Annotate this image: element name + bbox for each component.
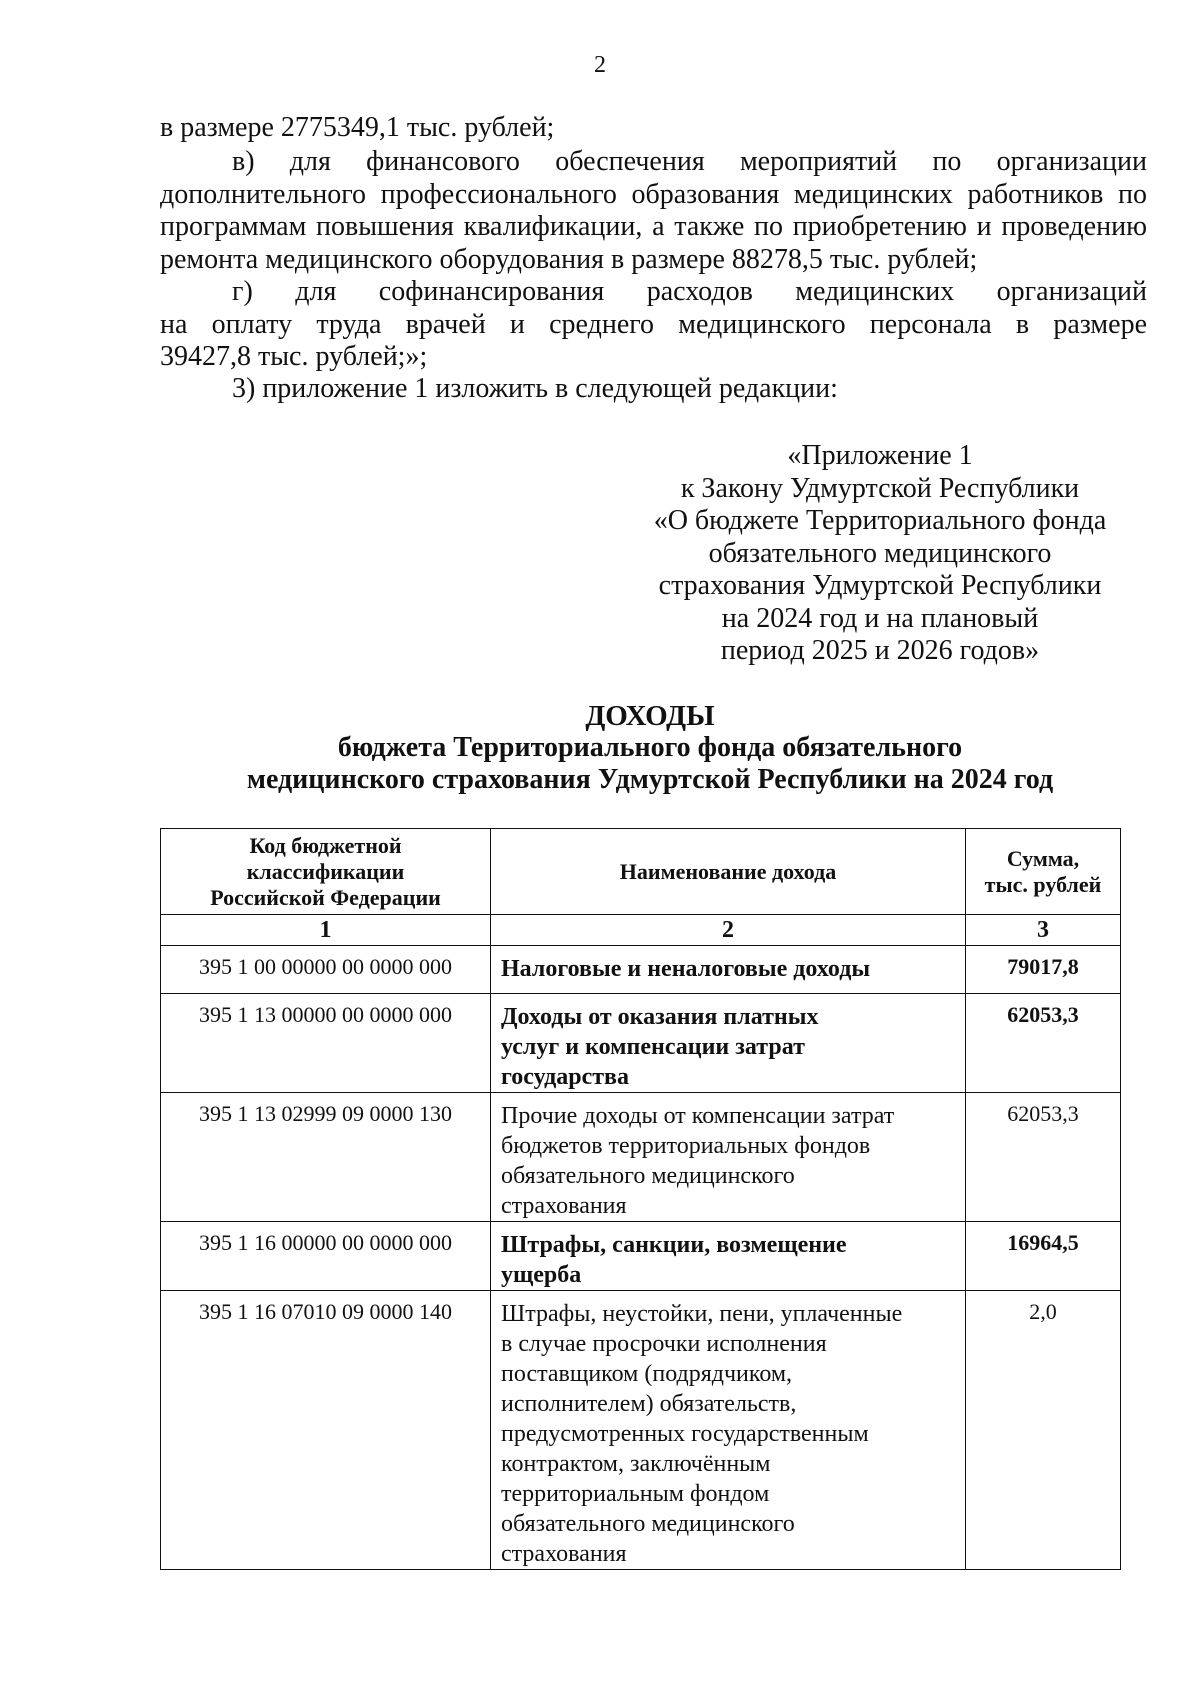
row-sum: 62053,3: [966, 1093, 1121, 1222]
document-title: ДОХОДЫ: [585, 700, 715, 732]
row-name: [491, 994, 966, 1093]
row-sum: 79017,8: [966, 946, 1121, 994]
table-row: [161, 1093, 1121, 1222]
name-line: обязательного медицинского: [501, 1511, 795, 1537]
paragraph-amount: [160, 112, 1147, 145]
income-table: [160, 828, 1121, 1570]
column-number-row: [161, 915, 1121, 946]
appendix-line: к Закону Удмуртской Республики: [680, 472, 1080, 504]
header-line: Наименование дохода: [619, 858, 837, 884]
name-line: предусмотренных государственным: [501, 1421, 869, 1447]
header-line: Код бюджетной: [249, 832, 402, 858]
row-sum: 2,0: [966, 1291, 1121, 1570]
paragraph-3: [160, 373, 1147, 406]
name-line: ущерба: [501, 1262, 582, 1288]
document-subtitle: [0, 732, 1200, 796]
appendix-line: «О бюджете Территориального фонда: [653, 505, 1107, 536]
row-code: 395 1 13 00000 00 0000 000: [161, 994, 491, 1093]
row-name: [491, 946, 966, 994]
name-line: исполнителем) обязательств,: [501, 1391, 797, 1417]
text-line: в размере 2775349,1 тыс. рублей;: [160, 112, 555, 143]
name-line: контрактом, заключённым: [501, 1451, 771, 1477]
subtitle-line: бюджета Территориального фонда обязательного: [337, 732, 963, 763]
table-header-row: [161, 829, 1121, 915]
name-line: государства: [501, 1064, 630, 1090]
paragraph-v: [160, 146, 1147, 276]
row-name: [491, 1093, 966, 1222]
name-line: в случае просрочки исполнения: [501, 1331, 827, 1357]
name-line: услуг и компенсации затрат: [501, 1034, 805, 1060]
table-row: [161, 1222, 1121, 1291]
text-line: в) для финансового обеспечения мероприятий по организации: [232, 146, 1147, 177]
appendix-line: обязательного медицинского: [708, 537, 1052, 569]
name-line: территориальным фондом: [501, 1481, 770, 1507]
row-code: 395 1 16 00000 00 0000 000: [161, 1222, 491, 1291]
name-line: страхования: [501, 1541, 627, 1567]
column-number: 3: [966, 915, 1121, 946]
appendix-line: на 2024 год и на плановый: [721, 602, 1039, 634]
row-sum: 62053,3: [966, 994, 1121, 1093]
name-line: Штрафы, санкции, возмещение: [501, 1232, 847, 1258]
name-line: Налоговые и неналоговые доходы: [501, 956, 871, 982]
table-row: [161, 946, 1121, 994]
header-name: [491, 829, 966, 915]
row-name: [491, 1291, 966, 1570]
page-number: 2: [594, 52, 606, 78]
header-line: тыс. рублей: [984, 871, 1102, 897]
header-sum: [966, 829, 1121, 915]
row-code: 395 1 13 02999 09 0000 130: [161, 1093, 491, 1222]
header-line: Сумма,: [1006, 845, 1080, 871]
name-line: поставщиком (подрядчиком,: [501, 1361, 793, 1387]
row-sum: 16964,5: [966, 1222, 1121, 1291]
paragraph-g: [160, 276, 1147, 374]
text-line: дополнительного профессионального образования медицинских работников по: [160, 178, 1147, 210]
header-line: классификации: [246, 858, 405, 884]
name-line: бюджетов территориальных фондов: [501, 1133, 871, 1159]
appendix-line: страхования Удмуртской Республики: [658, 570, 1102, 601]
text-line: на оплату труда врачей и среднего медицинского персонала в размере: [160, 308, 1147, 340]
table-row: [161, 1291, 1121, 1570]
name-line: Штрафы, неустойки, пени, уплаченные: [501, 1301, 903, 1327]
appendix-header: [640, 440, 1120, 668]
text-line: программам повышения квалификации, а также по приобретению и проведению: [160, 211, 1147, 242]
column-number: 2: [491, 915, 966, 946]
table-row: [161, 994, 1121, 1093]
row-name: [491, 1222, 966, 1291]
subtitle-line: медицинского страхования Удмуртской Республики на 2024 год: [246, 764, 1054, 795]
column-number: 1: [161, 915, 491, 946]
text-line: ремонта медицинского оборудования в размере 88278,5 тыс. рублей;: [160, 243, 978, 275]
name-line: страхования: [501, 1193, 627, 1219]
text-line: 3) приложение 1 изложить в следующей редакции:: [232, 373, 838, 404]
row-code: 395 1 16 07010 09 0000 140: [161, 1291, 491, 1570]
row-code: 395 1 00 00000 00 0000 000: [161, 946, 491, 994]
text-line: г) для софинансирования расходов медицинских организаций: [232, 276, 1147, 307]
name-line: обязательного медицинского: [501, 1163, 795, 1189]
name-line: Прочие доходы от компенсации затрат: [501, 1103, 895, 1129]
text-line: 39427,8 тыс. рублей;»;: [160, 341, 428, 372]
name-line: Доходы от оказания платных: [501, 1004, 819, 1030]
appendix-line: период 2025 и 2026 годов»: [720, 635, 1040, 666]
header-line: Российской Федерации: [210, 884, 441, 910]
appendix-line: «Приложение 1: [787, 440, 973, 471]
header-code: [161, 829, 491, 915]
